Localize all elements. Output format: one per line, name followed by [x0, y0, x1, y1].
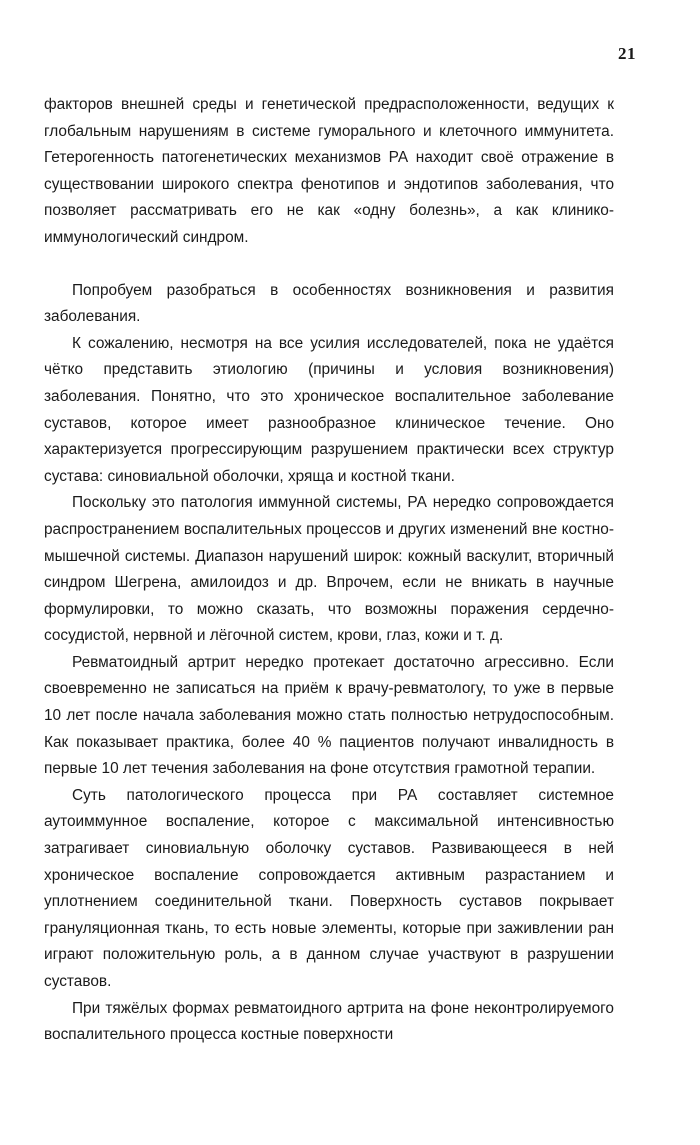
page-number: 21 [618, 44, 636, 63]
paragraph-aggressive-course: Ревматоидный артрит нередко протекает достаточно агрессивно. Если своевременно не записаться на приём к врачу-ревматологу, то уже в первые 10 лет после начала заболевания можно стать полностью нетрудоспособным. Как показывает практика, более 40 % пациентов получают инвалидность в первые 10 лет течения заболевания на фоне отсутствия грамотной терапии. [44, 653, 614, 778]
paragraph-systemic: Поскольку это патология иммунной системы, РА нередко сопровождается распространением воспалительных процессов и других изменений вне костно-мышечной системы. Диапазон нарушений широк: кожный васкулит, вторичный синдром Шегрена, амилоидоз и др. Впрочем, если не вникать в научные формулировки, то можно сказать, что возможны поражения сердечно-сосудистой, нервной и лёгочной систем, крови, глаз, кожи и т. д. [44, 494, 614, 645]
paragraph-severe-forms: При тяжёлых формах ревматоидного артрита на фоне неконтролируемого воспалительного процесса костные поверхности [44, 999, 614, 1044]
body-text [44, 92, 614, 1049]
paragraph-pathology: Суть патологического процесса при РА составляет системное аутоиммунное воспаление, которое с максимальной интенсивностью затрагивает синовиальную оболочку суставов. Развивающееся в ней хроническое воспаление сопровождается активным разрастанием и уплотнением соединительной ткани. Поверхность суставов покрывает грануляционная ткань, то есть новые элементы, которые при заживлении ран играют положительную роль, а в данном случае участвуют в разрушении суставов. [44, 786, 614, 990]
paragraph-intro: Попробуем разобраться в особенностях возникновения и развития заболевания. [44, 281, 614, 326]
paragraph-continuation: факторов внешней среды и генетической предрасположенности, ведущих к глобальным нарушениям в системе гуморального и клеточного иммунитета. Гетерогенность патогенетических механизмов РА находит своё отражение в существовании широкого спектра фенотипов и эндотипов заболевания, что позволяет рассматривать его не как «одну болезнь», а как клинико-иммунологический синдром. [44, 96, 614, 246]
paragraph-etiology: К сожалению, несмотря на все усилия исследователей, пока не удаётся чётко представить этиологию (причины и условия возникновения) заболевания. Понятно, что это хроническое воспалительное заболевание суставов, которое имеет разнообразное клиническое течение. Оно характеризуется прогрессирующим разрушением практически всех структур сустава: синовиальной оболочки, хряща и костной ткани. [44, 334, 614, 485]
